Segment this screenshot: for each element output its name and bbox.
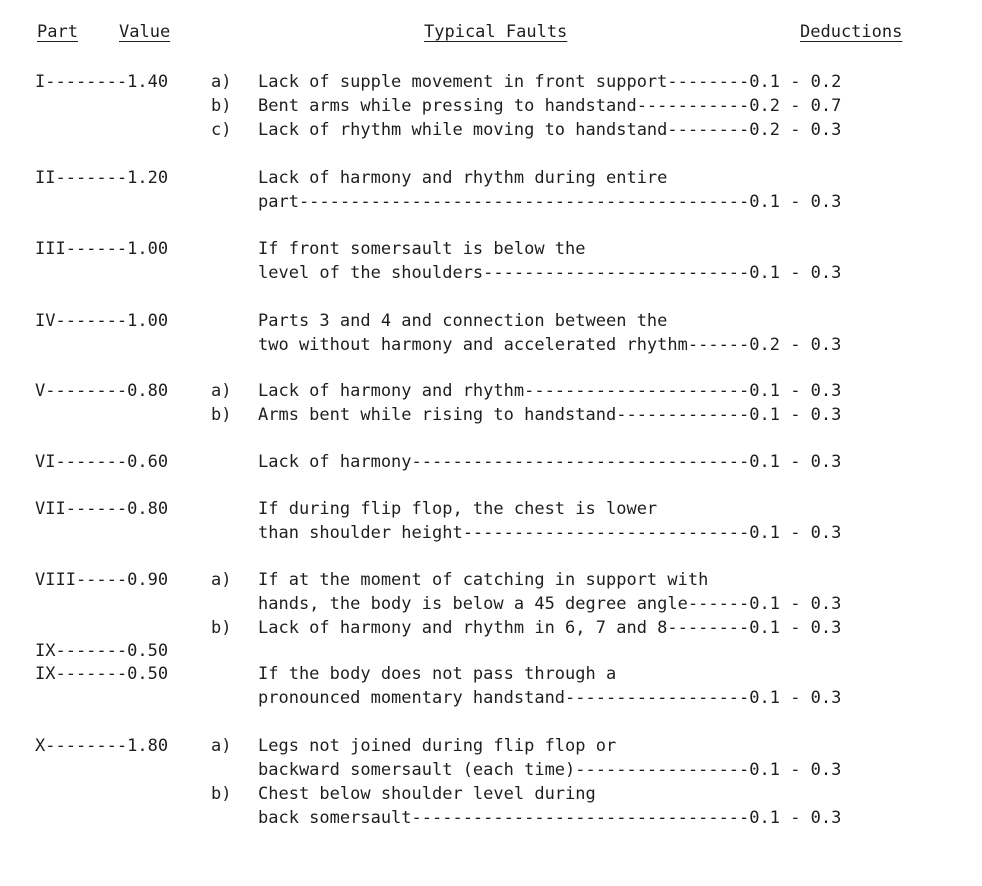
fault-line: If at the moment of catching in support with — [258, 570, 709, 590]
part-value-label: IX-------0.50 — [35, 641, 169, 661]
part-value-label: VI-------0.60 — [35, 452, 169, 472]
part-value-label: IX-------0.50 — [35, 664, 169, 684]
item-letter: b) — [211, 96, 232, 116]
fault-line: If during flip flop, the chest is lower — [258, 499, 658, 519]
typical-faults-column-header: Typical Faults — [424, 22, 568, 42]
item-letter: a) — [211, 381, 232, 401]
fault-line: If front somersault is below the — [258, 239, 586, 259]
fault-line: level of the shoulders--------------------------0.1 - 0.3 — [258, 263, 842, 283]
fault-line: Lack of harmony and rhythm----------------------0.1 - 0.3 — [258, 381, 842, 401]
item-letter: a) — [211, 570, 232, 590]
fault-line: Lack of supple movement in front support--------0.1 - 0.2 — [258, 72, 842, 92]
part-column-header: Part — [37, 22, 78, 42]
fault-line: Lack of harmony and rhythm in 6, 7 and 8--------0.1 - 0.3 — [258, 618, 842, 638]
fault-line: back somersault---------------------------------0.1 - 0.3 — [258, 808, 842, 828]
part-value-label: VIII-----0.90 — [35, 570, 169, 590]
fault-line: Parts 3 and 4 and connection between the — [258, 311, 668, 331]
part-value-label: II-------1.20 — [35, 168, 169, 188]
item-letter: b) — [211, 618, 232, 638]
fault-line: Bent arms while pressing to handstand-----------0.2 - 0.7 — [258, 96, 842, 116]
part-value-label: V--------0.80 — [35, 381, 169, 401]
fault-line: Lack of harmony and rhythm during entire — [258, 168, 668, 188]
deductions-column-header: Deductions — [800, 22, 903, 42]
item-letter: b) — [211, 784, 232, 804]
fault-line: pronounced momentary handstand------------------0.1 - 0.3 — [258, 688, 842, 708]
item-letter: b) — [211, 405, 232, 425]
value-column-header: Value — [119, 22, 171, 42]
item-letter: a) — [211, 736, 232, 756]
part-value-label: III------1.00 — [35, 239, 169, 259]
fault-line: hands, the body is below a 45 degree angle------0.1 - 0.3 — [258, 594, 842, 614]
fault-line: Legs not joined during flip flop or — [258, 736, 617, 756]
fault-line: backward somersault (each time)-----------------0.1 - 0.3 — [258, 760, 842, 780]
fault-line: If the body does not pass through a — [258, 664, 617, 684]
part-value-label: IV-------1.00 — [35, 311, 169, 331]
fault-line: Arms bent while rising to handstand-------------0.1 - 0.3 — [258, 405, 842, 425]
fault-line: than shoulder height----------------------------0.1 - 0.3 — [258, 523, 842, 543]
item-letter: c) — [211, 120, 232, 140]
fault-line: Chest below shoulder level during — [258, 784, 596, 804]
item-letter: a) — [211, 72, 232, 92]
part-value-label: I--------1.40 — [35, 72, 169, 92]
part-value-label: VII------0.80 — [35, 499, 169, 519]
fault-line: Lack of rhythm while moving to handstand--------0.2 - 0.3 — [258, 120, 842, 140]
part-value-label: X--------1.80 — [35, 736, 169, 756]
fault-line: Lack of harmony---------------------------------0.1 - 0.3 — [258, 452, 842, 472]
fault-line: part--------------------------------------------0.1 - 0.3 — [258, 192, 842, 212]
fault-line: two without harmony and accelerated rhythm------0.2 - 0.3 — [258, 335, 842, 355]
